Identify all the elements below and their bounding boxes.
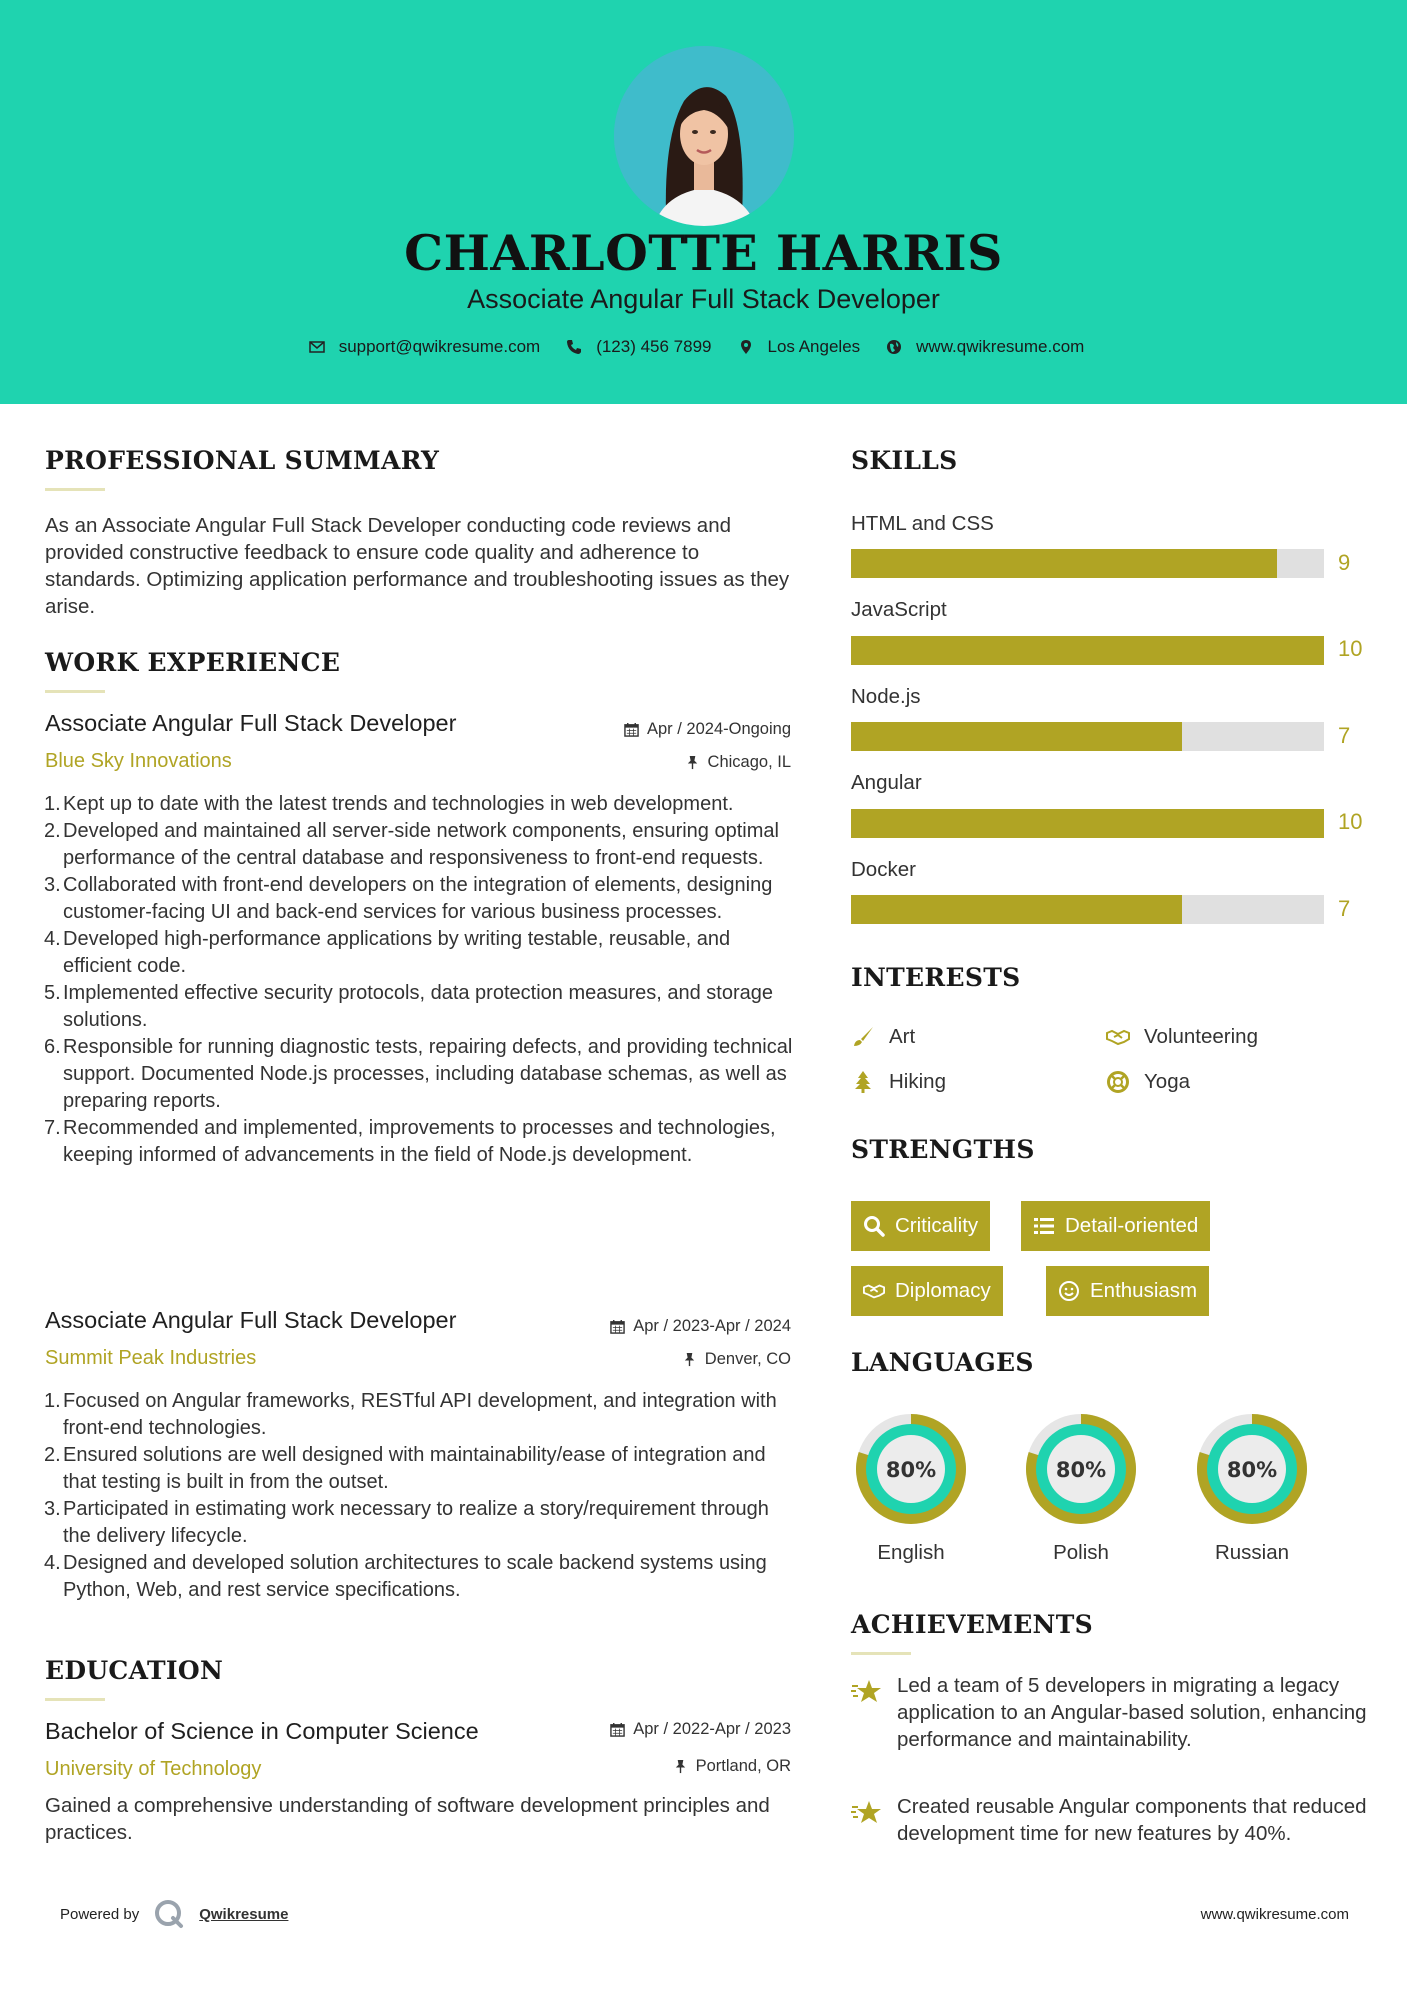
calendar-icon [610,1722,625,1737]
contact-email[interactable] [309,337,541,357]
education-location: Portland, OR [673,1757,791,1776]
language-item [1019,1407,1143,1565]
language-item [1190,1407,1314,1565]
skill-rating: 9 [1338,550,1351,575]
skill-bar-fill [851,549,1277,578]
globe-icon [886,339,902,355]
summary-heading: PROFESSIONAL SUMMARY [45,446,440,475]
website-text: www.qwikresume.com [916,337,1085,356]
list-item: 2. Developed and maintained all server-side network components, ensuring optimal performance of the central database and responsiveness to front-end requests. [44,820,779,869]
strengths-heading: STRENGTHS [851,1135,1035,1164]
list-icon [1033,1215,1055,1237]
contact-website[interactable] [886,337,1084,357]
interest-item: Art [851,1025,915,1049]
experience-heading: WORK EXPERIENCE [45,648,341,677]
resume-header [0,0,1407,404]
envelope-icon [309,339,325,355]
language-item [849,1407,973,1565]
strength-tag: Detail-oriented [1021,1201,1210,1251]
heading-underline [851,1652,911,1655]
skill-name: Node.js [851,685,921,708]
strength-tag: Diplomacy [851,1266,1003,1316]
language-percent: 80% [1055,1458,1107,1482]
job-title: Associate Angular Full Stack Developer [45,710,457,736]
skill-bar [851,636,1324,665]
strength-tag: Enthusiasm [1046,1266,1209,1316]
achievement-item: Led a team of 5 developers in migrating a legacy application to an Angular-based solution, enhancing performance and maintainability. [851,1672,1371,1753]
pushpin-icon [673,1759,688,1774]
heading-underline [45,1698,105,1701]
calendar-icon [610,1319,625,1334]
skills-heading: SKILLS [851,446,958,475]
list-item: 1. Kept up to date with the latest trends and technologies in web development. [44,793,734,815]
list-item: 1. Focused on Angular frameworks, RESTful API development, and integration with front-end technologies. [44,1390,777,1439]
skill-bar [851,809,1324,838]
achievements-heading: ACHIEVEMENTS [851,1610,1093,1639]
list-item: 3. Participated in estimating work necessary to realize a story/requirement through the delivery lifecycle. [44,1498,769,1547]
skill-name: JavaScript [851,598,947,621]
skill-rating: 10 [1338,809,1363,834]
list-item: 6. Responsible for running diagnostic tests, repairing defects, and providing technical support. Documented Node.js processes, including database schemas, as well as preparing reports. [44,1036,793,1112]
job-location: Denver, CO [682,1350,791,1369]
education-dates: Apr / 2022-Apr / 2023 [610,1720,791,1739]
skill-name: HTML and CSS [851,512,994,535]
skill-rating: 7 [1338,896,1351,921]
list-item: 4. Developed high-performance applications by writing testable, reusable, and efficient code. [44,928,731,977]
company-name: Summit Peak Industries [45,1347,257,1369]
heading-underline [45,488,105,491]
interest-item: Hiking [851,1070,946,1094]
skill-bar-fill [851,895,1182,924]
tree-icon [851,1070,875,1094]
pushpin-icon [682,1352,697,1367]
lifering-icon [1106,1070,1130,1094]
job-title: Associate Angular Full Stack Developer [45,1307,457,1333]
language-ring [1019,1407,1143,1531]
interest-item: Yoga [1106,1070,1190,1094]
school-name: University of Technology [45,1758,262,1780]
candidate-name: CHARLOTTE HARRIS [404,224,1003,282]
skill-bar-fill [851,722,1182,751]
contact-phone[interactable] [566,337,711,357]
qwikresume-logo-icon [153,1898,185,1930]
calendar-icon [624,722,639,737]
smile-icon [1058,1280,1080,1302]
skill-name: Docker [851,858,916,881]
job-dates: Apr / 2023-Apr / 2024 [610,1317,791,1336]
job-dates: Apr / 2024-Ongoing [624,720,791,739]
list-item: 5. Implemented effective security protocols, data protection measures, and storage solutions. [44,982,774,1031]
job-location: Chicago, IL [685,753,791,772]
pushpin-icon [685,755,700,770]
list-item: 3. Collaborated with front-end developers on the integration of elements, designing customer-facing UI and back-end services for various business processes. [44,874,773,923]
paintbrush-icon [851,1025,875,1049]
strength-tag: Criticality [851,1201,990,1251]
skill-rating: 7 [1338,723,1351,748]
interest-item: Volunteering [1106,1025,1258,1049]
job-duties-list [45,791,797,1169]
map-marker-icon [738,339,754,355]
footer-website[interactable]: www.qwikresume.com [1200,1906,1349,1923]
achievement-item: Created reusable Angular components that reduced development time for new features by 40%. [851,1793,1371,1847]
contact-bar [0,337,1407,357]
list-item: 4. Designed and developed solution architectures to scale backend systems using Python, Web, and rest service specifications. [44,1552,767,1601]
language-ring [849,1407,973,1531]
profile-photo [614,46,794,226]
list-item: 7. Recommended and implemented, improvements to processes and technologies, keeping informed of advancements in the field of Node.js development. [44,1117,776,1166]
education-description: Gained a comprehensive understanding of software development principles and practices. [45,1794,770,1844]
skill-bar-fill [851,809,1324,838]
contact-location [738,337,861,357]
skill-name: Angular [851,771,922,794]
language-name: Russian [1214,1541,1290,1564]
phone-icon [566,339,582,355]
summary-text: As an Associate Angular Full Stack Developer conducting code reviews and provided constructive feedback to ensure code quality and adherence to standards. Optimizing application performance and troubleshooting issues as they arise. [45,514,790,618]
language-percent: 80% [885,1458,937,1482]
company-name: Blue Sky Innovations [45,750,232,772]
location-text: Los Angeles [767,337,861,356]
heading-underline [45,690,105,693]
skill-bar [851,895,1324,924]
education-heading: EDUCATION [45,1656,224,1685]
skill-bar-fill [851,636,1324,665]
language-name: English [877,1541,945,1564]
languages-heading: LANGUAGES [851,1348,1034,1377]
star-icon [851,1799,883,1827]
email-text: support@qwikresume.com [338,337,541,356]
footer-powered-by: Powered by Qwikresume [60,1898,288,1930]
handshake-icon [863,1280,885,1302]
skill-bar [851,722,1324,751]
language-ring [1190,1407,1314,1531]
skill-bar [851,549,1324,578]
skill-rating: 10 [1338,636,1363,661]
language-percent: 80% [1226,1458,1278,1482]
candidate-title: Associate Angular Full Stack Developer [467,284,940,314]
job-duties-list [45,1388,797,1604]
star-icon [851,1678,883,1706]
list-item: 2. Ensured solutions are well designed with maintainability/ease of integration and that testing is built in from the outset. [44,1444,766,1493]
interests-heading: INTERESTS [851,963,1021,992]
language-name: Polish [1053,1541,1109,1564]
brand-link[interactable]: Qwikresume [199,1905,289,1923]
degree-title: Bachelor of Science in Computer Science [45,1718,479,1744]
phone-text: (123) 456 7899 [596,337,712,356]
handshake-icon [1106,1025,1130,1049]
search-icon [863,1215,885,1237]
